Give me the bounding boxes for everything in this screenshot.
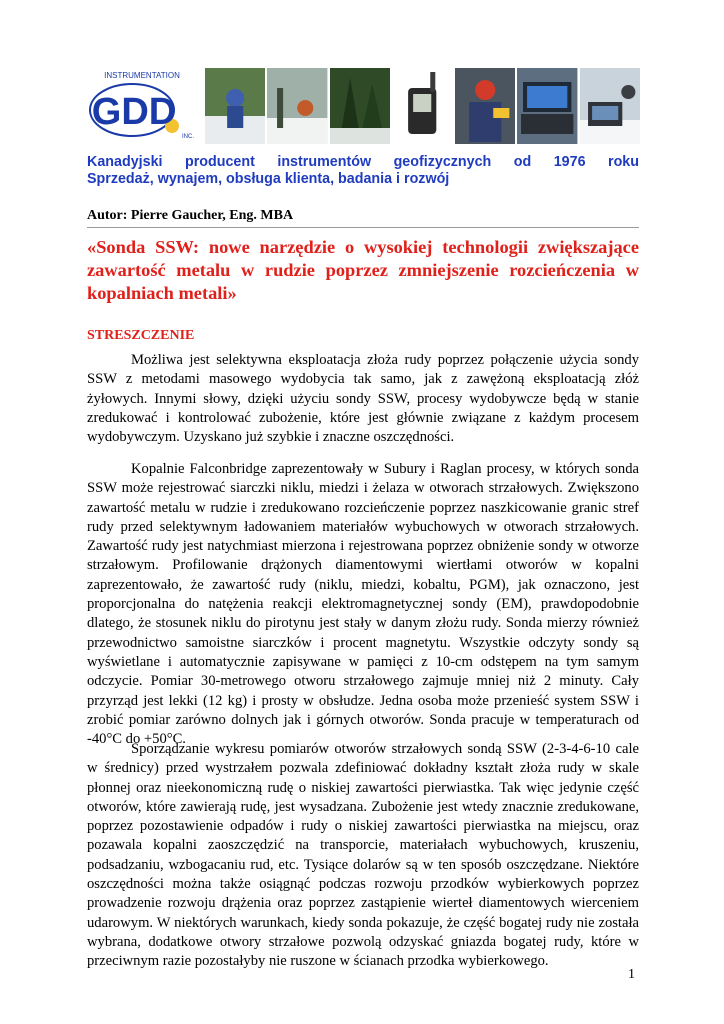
paragraph-2: Kopalnie Falconbridge zaprezentowały w Subury i Raglan procesy, w których sonda SSW może rejestrować siarczki niklu, miedzi i żelaza w otworach strzałowych. Zwiększono zawartość metalu w rudzie i zredukowano rozcieńczenie poprzez naszkicowanie granic stref rudy przed selektywnym ładowaniem materiałów wybuchowych w otworach strzałowych. Zawartość rudy jest natychmiast mierzona i rejestrowana poprzez obniżenie sondy w otworze strzałowym. Profilowanie drążonych diamentowymi wiertłami otworów w kopalni zaprezentowało, że zawartość rudy (niklu, miedzi, kobaltu, PGM), jak oznaczono, jest proporcjonalna do natężenia reakcji elektromagnetycznej sondy (EM), prawdopodobnie dlatego, że stosunek niklu do pirotynu jest stały w danym złożu rudy. Sonda mierzy również przewodnictwo samoistne siarczków i procent magnetytu. Wszystkie odczyty sondy są wyświetlane i automatycznie zapisywane w pamięci z 10-cm odstępem na tym samym odczycie. Pomiar 30-metrowego otworu strzałowego zajmuje mniej niż 2 minuty. Cały przyrząd jest lekki (12 kg) i prosty w obsłudze. Jedna osoba może przenieść system SSW i zrobić pomiar zarówno dolnych jak i górnych otworów. Sonda pracuje w temperaturach od -40°C do +50°C. — [87, 461, 639, 748]
author-line: Autor: Pierre Gaucher, Eng. MBA — [87, 208, 294, 223]
tagline-line-1: Kanadyjski producent instrumentów geofizycznych od 1976 roku — [87, 154, 639, 170]
probe-operator-photo — [455, 68, 515, 144]
laptop-console-photo — [517, 68, 577, 144]
paragraph-1: Możliwa jest selektywna eksploatacja złoża rudy poprzez połączenie użycia sondy SSW z metodami masowego wydobycia tak samo, jak z zawężoną eksploatacją złóż żyłowych. Innymi słowy, dzięki użyciu sondy SSW, procesy wydobywcze będą w stanie zredukować i kontrolować zubożenie, które jest głównie związane z każdym procesem wydobywczym. Uzyskano już szybkie i znaczne oszczędności. — [87, 352, 639, 446]
svg-text:INC.: INC. — [182, 134, 194, 140]
svg-text:INSTRUMENTATION: INSTRUMENTATION — [104, 71, 180, 80]
handheld-device-photo — [392, 68, 452, 144]
drill-site-photo — [267, 68, 327, 144]
field-survey-photo — [205, 68, 265, 144]
forest-camp-photo — [330, 68, 390, 144]
document-title: «Sonda SSW: nowe narzędzie o wysokiej technologii zwiększające zawartość metalu w rudzie poprzez zmniejszenie rozcieńczenia w kopalniach metali» — [87, 237, 639, 303]
svg-text:GDD: GDD — [91, 91, 177, 133]
gdd-logo — [86, 68, 206, 144]
page-number: 1 — [628, 967, 635, 982]
company-tagline — [87, 154, 639, 188]
divider — [87, 227, 639, 228]
paragraph-3: Sporządzanie wykresu pomiarów otworów strzałowych sondą SSW (2-3-4-6-10 cale w średnicy) przed wystrzałem pozwala zdefiniować dokładny kształt złoża rudy w skale płonnej oraz nieekonomiczną rudę o niskiej zawartości pierwiastka. Tak więc jedynie część otworów, które zawierają rudę, jest wysadzana. Zubożenie jest wtedy znacznie zredukowane, poprzez pozostawienie odpadów i rudy o niskiej zawartości pierwiastka na miejscu, oraz pozawala kopalni zaoszczędzić na transporcie, materiałach wybuchowych, kruszeniu, podsadzaniu, wzbogacaniu rud, etc. Tysiące dolarów są w ten sposób oszczędzane. Niektóre oszczędności można także osiągnąć podczas rozwoju przodków wybierkowych poprzez prowadzenie rozwoju drążenia oraz poprzez zastąpienie wierteł diamentowych wierceniem udarowym. W niektórych warunkach, kiedy sonda pokazuje, że część bogatej rudy nie została wybrana, dodatkowe otwory strzałowe pozwolą odzyskać gniazda bogatej rudy, które w przeciwnym razie pozostałyby nie ruszone w ścianach przodka wybierkowego. — [87, 741, 639, 970]
winter-instrument-photo — [580, 68, 640, 144]
header-photo-strip — [205, 68, 640, 144]
tagline-line-2: Sprzedaż, wynajem, obsługa klienta, badania i rozwój — [87, 171, 450, 187]
section-heading: STRESZCZENIE — [87, 328, 195, 343]
